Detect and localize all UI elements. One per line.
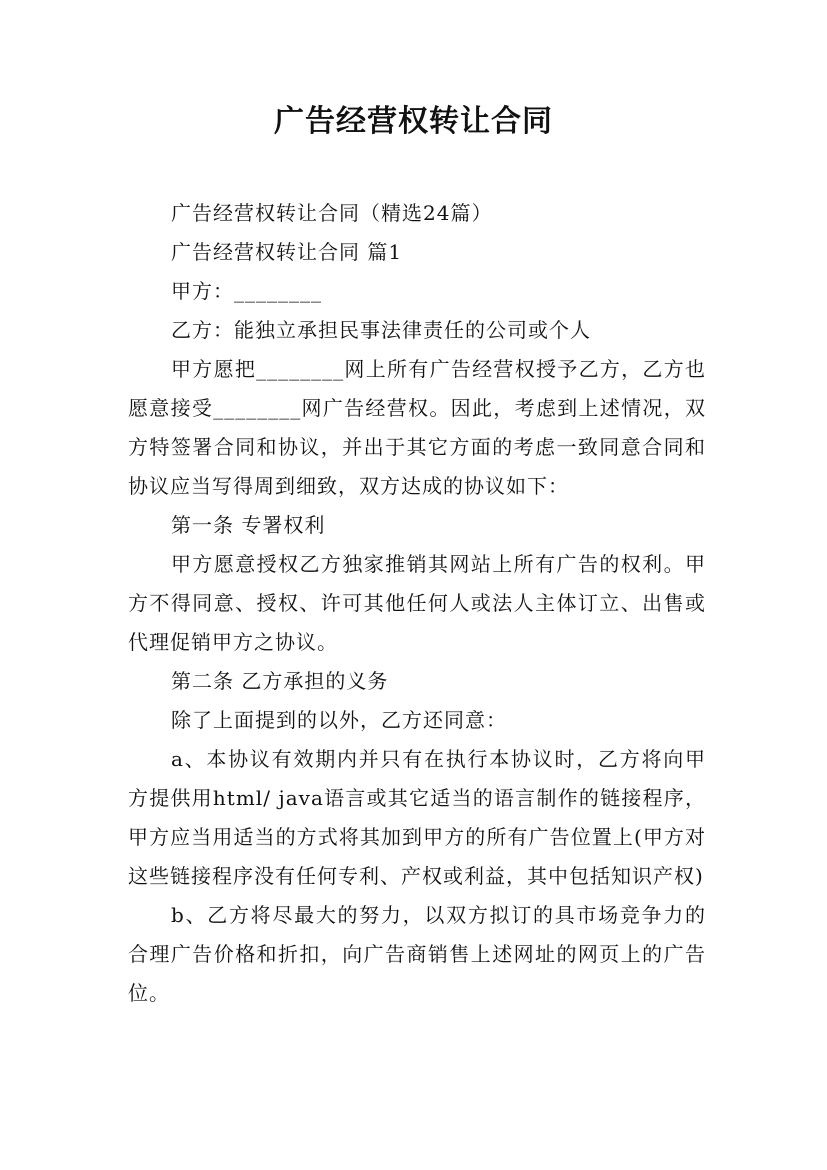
article-two-heading: 第二条 乙方承担的义务: [171, 669, 389, 693]
clause-b-paragraph: b、乙方将尽最大的努力，以双方拟订的具市场竞争力的合理广告价格和折扣，向广告商销售上述网址的网页上的广告位。: [128, 903, 706, 1005]
document-body: [128, 194, 706, 1013]
article-two-intro: 除了上面提到的以外，乙方还同意：: [171, 708, 507, 732]
clause-a-paragraph: a、本协议有效期内并只有在执行本协议时，乙方将向甲方提供用html/ java语言或其它适当的语言制作的链接程序，甲方应当用适当的方式将其加到甲方的所有广告位置上(甲方对这些链接程序没有任何专利、产权或利益，其中包括知识产权): [128, 747, 706, 888]
section-heading: 广告经营权转让合同 篇1: [171, 240, 403, 264]
article-one-heading: 第一条 专署权利: [171, 513, 326, 537]
document-title: 广告经营权转让合同: [274, 104, 553, 139]
article-one-paragraph: 甲方愿意授权乙方独家推销其网站上所有广告的权利。甲方不得同意、授权、许可其他任何人或法人主体订立、出售或代理促销甲方之协议。: [128, 552, 706, 654]
party-b-line: 乙方：能独立承担民事法律责任的公司或个人: [171, 318, 591, 342]
subtitle-paragraph: 广告经营权转让合同（精选24篇）: [171, 201, 493, 225]
party-a-line: 甲方：________: [171, 279, 322, 303]
intro-paragraph: 甲方愿把________网上所有广告经营权授予乙方，乙方也愿意接受________网广告经营权。因此，考虑到上述情况，双方特签署合同和协议，并出于其它方面的考虑一致同意合同和协议应当写得周到细致，双方达成的协议如下：: [128, 357, 706, 498]
